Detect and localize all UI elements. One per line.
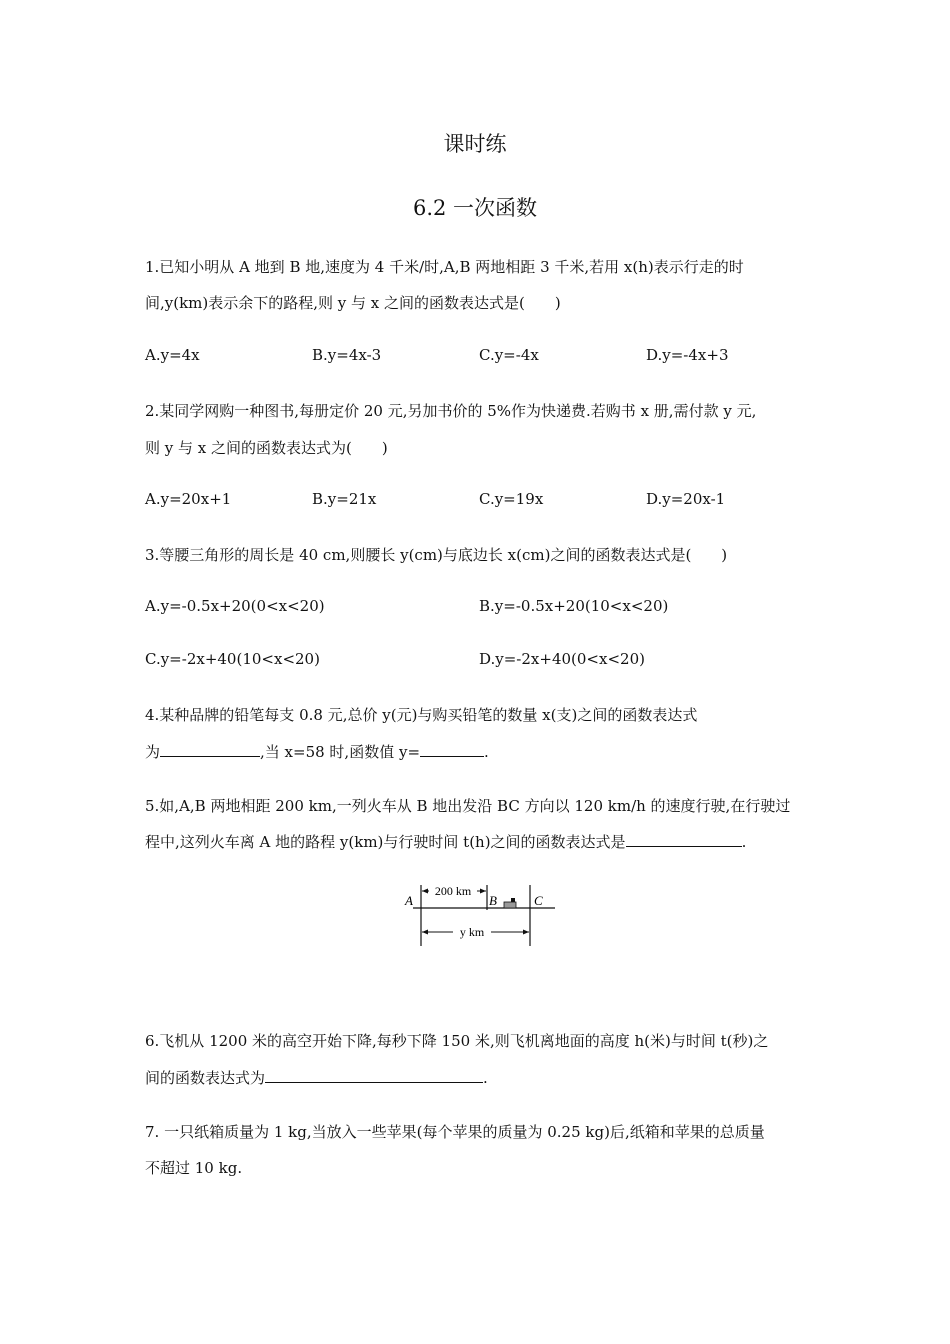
question-3-option-d: D.y=-2x+40(0<x<20) [479, 650, 645, 668]
question-1-line-1: 1.已知小明从 A 地到 B 地,速度为 4 千米/时,A,B 两地相距 3 千米,若用 x(h)表示行走的时 [145, 258, 744, 276]
question-5-text-a: 程中,这列火车离 A 地的路程 y(km)与行驶时间 t(h)之间的函数表达式是 [145, 833, 626, 851]
question-1-option-b: B.y=4x-3 [312, 346, 382, 364]
question-2-option-d: D.y=20x-1 [646, 490, 726, 508]
bottom-dimension-label: y km [459, 925, 485, 939]
question-2-line-1: 2.某同学网购一种图书,每册定价 20 元,另加书价的 5%作为快递费.若购书 x 册,需付款 y 元, [145, 402, 757, 420]
question-6-line-2 [145, 1067, 488, 1088]
train-icon [504, 902, 516, 908]
label-c: C [534, 893, 543, 908]
question-3-option-a: A.y=-0.5x+20(0<x<20) [145, 597, 325, 615]
answer-blank-2[interactable] [420, 741, 484, 757]
question-3-line-1: 3.等腰三角形的周长是 40 cm,则腰长 y(cm)与底边长 x(cm)之间的函数表达式是( ) [145, 546, 728, 564]
question-1-option-d: D.y=-4x+3 [646, 346, 729, 364]
question-5-line-2 [145, 831, 746, 852]
question-7-line-1: 7. 一只纸箱质量为 1 kg,当放入一些苹果(每个苹果的质量为 0.25 kg)后,纸箱和苹果的总质量 [145, 1123, 765, 1141]
label-a: A [405, 893, 413, 908]
top-dimension-label: 200 km [434, 884, 472, 898]
train-cab-icon [511, 898, 515, 902]
section-title: 6.2 一次函数 [412, 196, 538, 220]
question-1-line-2: 间,y(km)表示余下的路程,则 y 与 x 之间的函数表达式是( ) [145, 294, 561, 312]
question-4-text-b: ,当 x=58 时,函数值 y= [260, 743, 421, 761]
question-5-text-b: . [741, 833, 747, 851]
question-4-text-c: . [484, 743, 489, 761]
answer-blank-1[interactable] [160, 741, 260, 757]
question-7-line-2: 不超过 10 kg. [145, 1159, 243, 1177]
answer-blank-4[interactable] [265, 1067, 483, 1083]
top-arrow-right [480, 889, 486, 894]
question-2-option-b: B.y=21x [312, 490, 377, 508]
label-b: B [489, 893, 497, 908]
page-title: 课时练 [443, 132, 507, 156]
question-6-line-1: 6.飞机从 1200 米的高空开始下降,每秒下降 150 米,则飞机离地面的高度 h(米)与时间 t(秒)之 [145, 1032, 769, 1050]
bottom-arrow-right [523, 930, 529, 935]
question-4-text-a: 为 [145, 743, 161, 761]
question-5-line-1: 5.如,A,B 两地相距 200 km,一列火车从 B 地出发沿 BC 方向以 120 km/h 的速度行驶,在行驶过 [145, 797, 791, 815]
question-1-option-c: C.y=-4x [479, 346, 539, 364]
distance-diagram [395, 880, 560, 948]
question-4-line-1: 4.某种品牌的铅笔每支 0.8 元,总价 y(元)与购买铅笔的数量 x(支)之间的函数表达式 [145, 706, 698, 724]
top-arrow-left [422, 889, 428, 894]
question-2-option-c: C.y=19x [479, 490, 544, 508]
answer-blank-3[interactable] [626, 831, 742, 847]
question-4-line-2 [145, 741, 489, 762]
bottom-arrow-left [422, 930, 428, 935]
question-3-option-b: B.y=-0.5x+20(10<x<20) [479, 597, 669, 615]
question-2-line-2: 则 y 与 x 之间的函数表达式为( ) [145, 439, 388, 457]
question-2-option-a: A.y=20x+1 [145, 490, 232, 508]
question-3-option-c: C.y=-2x+40(10<x<20) [145, 650, 320, 668]
question-6-text-a: 间的函数表达式为 [145, 1069, 266, 1087]
question-1-option-a: A.y=4x [145, 346, 200, 364]
question-6-text-b: . [483, 1069, 488, 1087]
